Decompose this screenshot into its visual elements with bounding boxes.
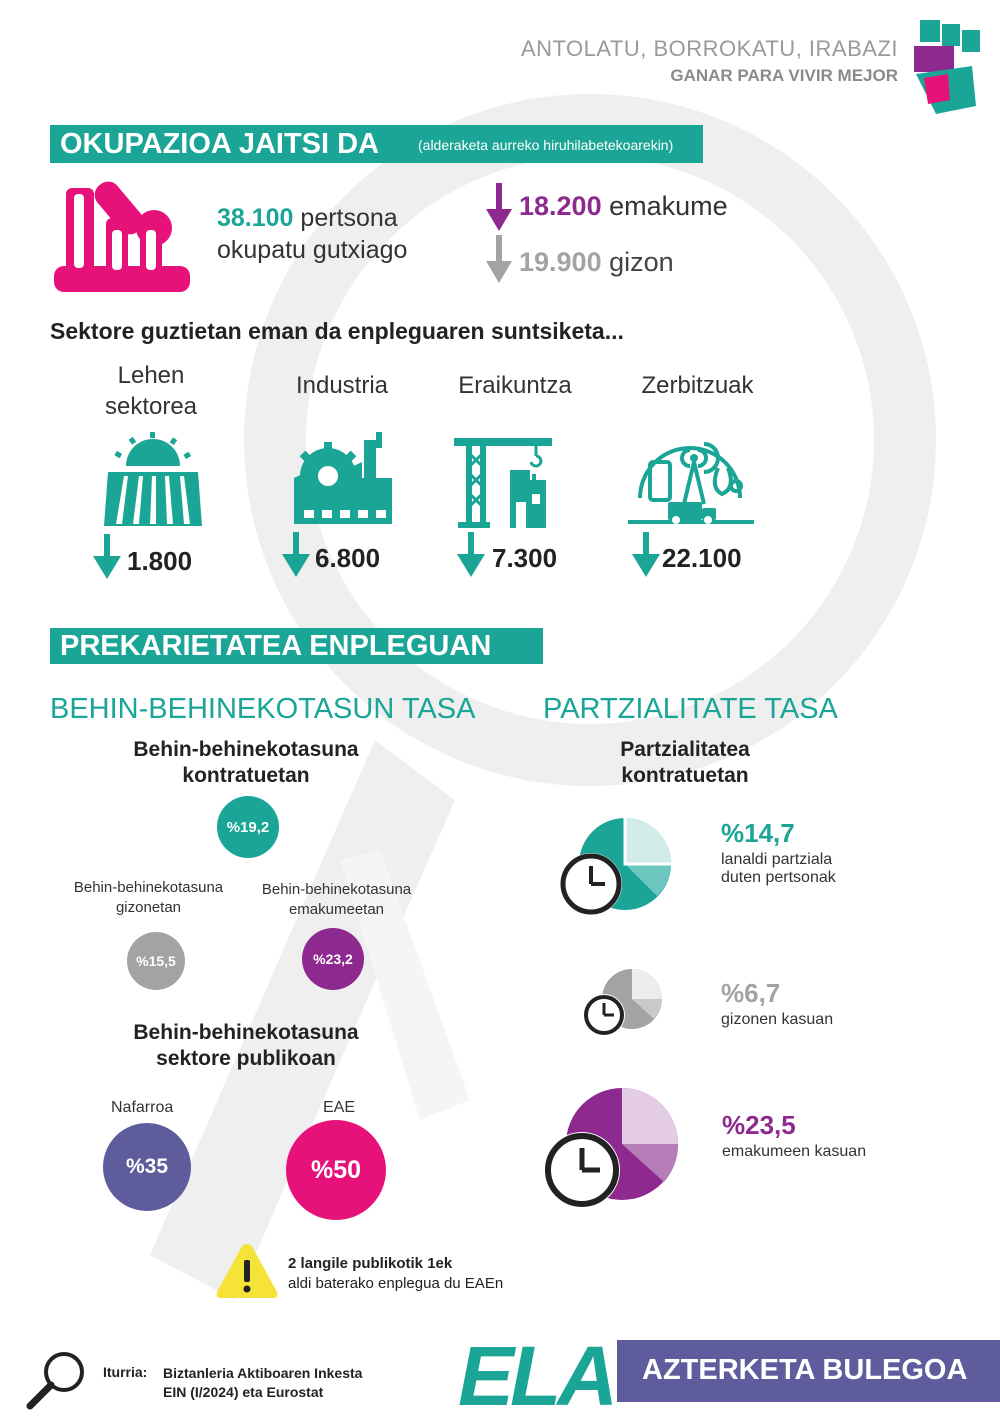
part-men-pie-clock-icon (580, 965, 664, 1039)
ela-logo: ELA (458, 1329, 614, 1423)
temp-women-label (244, 880, 429, 920)
sector-primary-name (91, 360, 211, 422)
office-banner (617, 1340, 1000, 1402)
eae-circle (286, 1120, 386, 1220)
part-total (721, 818, 836, 887)
source-text-2: EIN (I/2024) eta Eurostat (163, 1384, 324, 1400)
part-women-label: emakumeen kasuan (722, 1143, 867, 1160)
women-jobs (519, 191, 728, 222)
sector-construction-value: 7.300 (492, 543, 558, 573)
temp-women-label-2: emakumeetan (288, 901, 385, 918)
warning-text-2: aldi baterako enplegua du EAEn (288, 1275, 504, 1292)
source-text-1: Biztanleria Aktiboaren Inkesta (163, 1365, 363, 1381)
sector-primary-arrow-icon (92, 534, 122, 580)
sector-industry-value: 6.800 (315, 543, 381, 573)
sector-services-name: Zerbitzuak (641, 372, 754, 399)
men-jobs-value: 19.900 (519, 247, 602, 277)
temp-contracts-heading-2: kontratuetan (182, 764, 310, 787)
temp-women-value: %23,2 (313, 951, 353, 967)
sector-services-arrow-icon (631, 532, 661, 578)
part-men-value: %6,7 (721, 978, 781, 1008)
header-slogan-es: GANAR PARA VIVIR MEJOR (670, 66, 898, 85)
temp-contracts-circle (217, 796, 279, 858)
sector-primary-name-2: sektorea (104, 393, 198, 420)
sector-industry-name: Industria (295, 372, 389, 399)
public-sector-heading-2: sektore publikoan (156, 1047, 336, 1070)
temp-contracts-value: %19,2 (226, 818, 270, 836)
section1-title: OKUPAZIOA JAITSI DA (60, 128, 380, 160)
nafarroa-value: %35 (125, 1155, 169, 1178)
temp-men-label (56, 878, 241, 918)
warning-text-1: 2 langile publikotik 1ek (288, 1255, 453, 1272)
sector-services-value: 22.100 (662, 543, 742, 573)
part-contracts-heading (560, 737, 810, 789)
warning-text (288, 1254, 503, 1294)
section2-title-bar (50, 628, 543, 664)
eae-label: EAE (323, 1099, 356, 1116)
temp-men-label-1: Behin-behinekotasuna (73, 879, 224, 896)
total-jobs-label2: okupatu gutxiago (217, 236, 408, 264)
eae-value: %50 (310, 1155, 362, 1184)
warning-icon (215, 1240, 279, 1302)
factory-icon (292, 428, 392, 524)
section2-title: PREKARIETATEA ENPLEGUAN (60, 630, 492, 662)
section1-title-bar (50, 125, 703, 163)
women-jobs-label: emakume (609, 191, 728, 221)
source-label: Iturria: (103, 1364, 148, 1380)
men-jobs-label: gizon (609, 247, 674, 277)
section1-subtitle: (alderaketa aurreko hiruhilabetekoarekin) (418, 137, 674, 153)
part-rate-title: PARTZIALITATE TASA (543, 693, 838, 725)
part-women (722, 1110, 866, 1161)
magnifier-icon (24, 1348, 90, 1410)
sector-primary-name-1: Lehen (117, 362, 185, 389)
part-men (721, 978, 833, 1029)
part-total-pie-clock-icon (553, 812, 673, 922)
temp-contracts-heading (96, 737, 396, 789)
total-jobs-label1: pertsona (300, 204, 398, 232)
header-slogan-eu: ANTOLATU, BORROKATU, IRABAZI (520, 36, 898, 61)
total-jobs-line1 (217, 204, 398, 233)
part-women-value: %23,5 (722, 1110, 796, 1140)
temp-men-label-2: gizonetan (115, 899, 182, 916)
temp-rate-title: BEHIN-BEHINEKOTASUN TASA (50, 693, 476, 725)
public-sector-heading-1: Behin-behinekotasuna (133, 1021, 359, 1044)
part-women-pie-clock-icon (536, 1082, 680, 1212)
temp-contracts-heading-1: Behin-behinekotasuna (133, 738, 359, 761)
temp-men-value: %15,5 (136, 953, 176, 969)
sectors-heading: Sektore guztietan eman da enpleguaren suntsiketa... (50, 318, 624, 344)
fist-logo-icon (906, 16, 986, 116)
temp-women-circle (302, 928, 364, 990)
men-jobs (519, 247, 674, 278)
services-gear-icon (626, 428, 754, 530)
total-jobs-value: 38.100 (217, 204, 294, 232)
public-sector-heading (96, 1020, 396, 1072)
robot-arm-icon (52, 178, 192, 300)
source-text (163, 1364, 362, 1402)
nafarroa-circle (103, 1123, 191, 1211)
women-jobs-value: 18.200 (519, 191, 602, 221)
office-name: AZTERKETA BULEGOA (642, 1354, 968, 1386)
crane-icon (454, 432, 554, 528)
nafarroa-label: Nafarroa (111, 1099, 174, 1116)
part-contracts-heading-2: kontratuetan (621, 764, 749, 787)
sector-construction-name: Eraikuntza (458, 372, 572, 399)
men-down-arrow-icon (484, 235, 514, 285)
part-total-label-2: duten pertsonak (721, 869, 836, 886)
sector-primary-value: 1.800 (127, 546, 193, 576)
part-total-value: %14,7 (721, 818, 795, 848)
sector-industry-arrow-icon (281, 532, 311, 578)
temp-men-circle (127, 932, 185, 990)
part-contracts-heading-1: Partzialitatea (620, 738, 750, 761)
temp-women-label-1: Behin-behinekotasuna (261, 881, 412, 898)
women-down-arrow-icon (484, 183, 514, 233)
sector-construction-arrow-icon (456, 532, 486, 578)
part-men-label: gizonen kasuan (721, 1011, 834, 1028)
agriculture-icon (104, 432, 202, 528)
part-total-label-1: lanaldi partziala (721, 851, 833, 868)
